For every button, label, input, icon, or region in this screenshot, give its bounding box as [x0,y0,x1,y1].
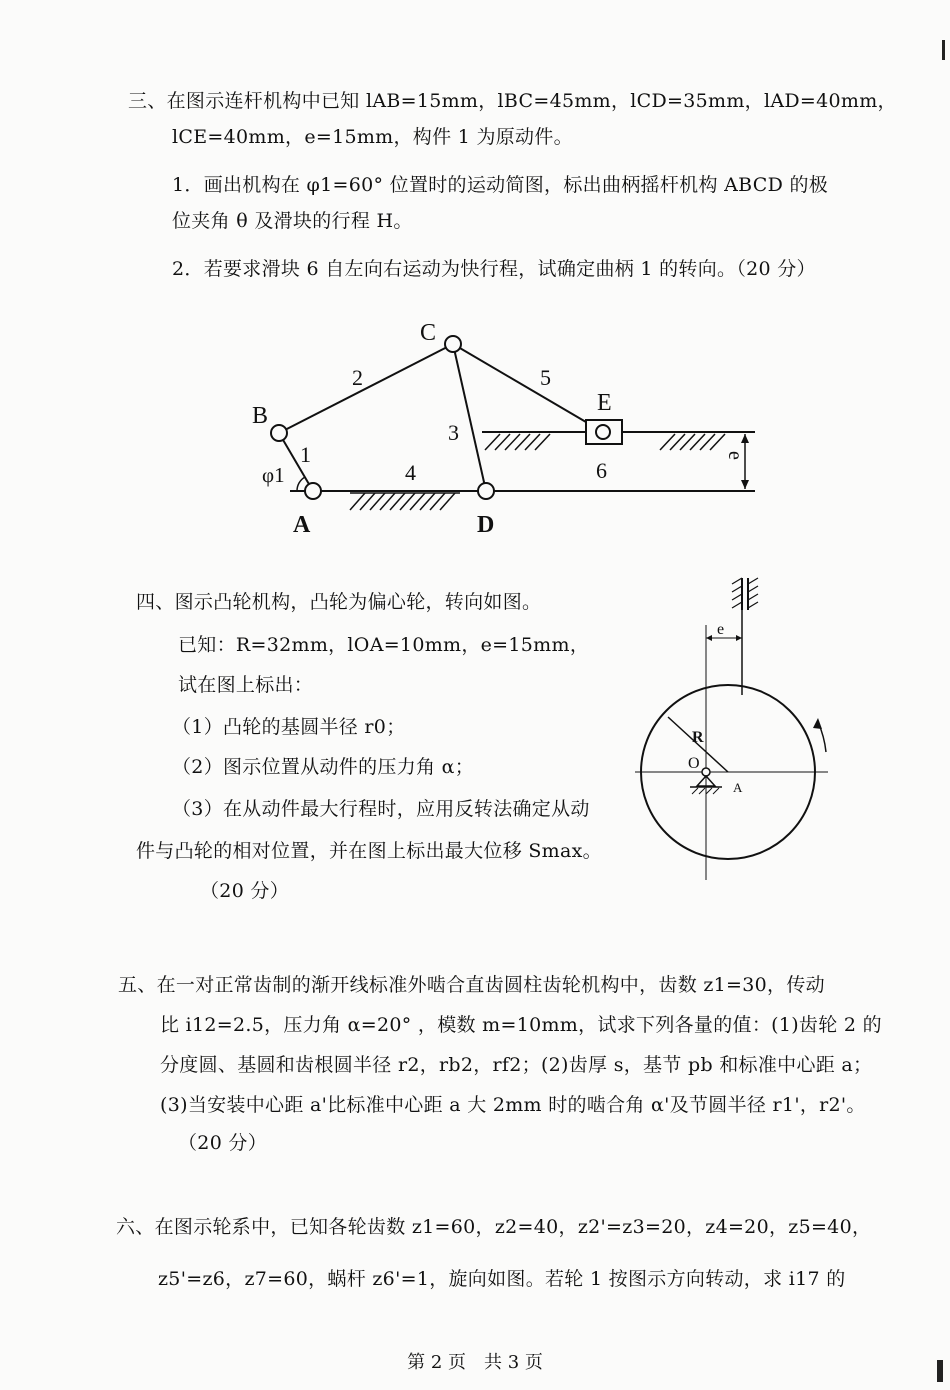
dimension-arrow-up [741,434,749,443]
angle-arc [297,477,305,491]
q3-line-2: lCE=40mm，e=15mm，构件 1 为原动件。 [172,126,573,148]
label-phi: φ1 [262,463,285,487]
label-link-5: 5 [540,365,551,390]
q5-score: （20 分） [178,1132,268,1154]
q4-item-3b: 件与凸轮的相对位置，并在图上标出最大位移 Smax。 [136,840,602,862]
link-5 [453,344,603,432]
q4-item-3a: （3）在从动件最大行程时，应用反转法确定从动 [172,798,590,820]
linkage-figure [240,310,770,550]
scan-mark-top [942,40,945,60]
joint-a [305,483,321,499]
label-link-6: 6 [596,458,607,483]
scan-mark-bottom [937,1360,943,1382]
label-link-4: 4 [405,460,416,485]
dimension-arrow-down [741,480,749,489]
q6-line-1: 六、在图示轮系中，已知各轮齿数 z1=60，z2=40，z2'=z3=20，z4=20，z5=40， [116,1216,872,1238]
cam-label-r: R [692,729,704,746]
joint-c [445,336,461,352]
cam-label-e: e [717,621,725,638]
page-footer: 第 2 页 共 3 页 [407,1352,543,1373]
guide-hatch-right [660,434,725,450]
q5-line-1: 五、在一对正常齿制的渐开线标准外啮合直齿圆柱齿轮机构中，齿数 z1=30，传动 [118,974,825,996]
q5-line-3: 分度圆、基圆和齿根圆半径 r2，rb2，rf2；(2)齿厚 s，基节 pb 和标准中心距 a； [160,1054,873,1076]
label-c: C [420,320,437,346]
label-b: B [252,403,269,429]
label-a: A [293,512,311,538]
q6-line-2: z5'=z6，z7=60，蜗杆 z6'=1，旋向如图。若轮 1 按图示方向转动，求 i17 的 [158,1268,846,1290]
q4-line-3: 试在图上标出： [178,674,314,696]
q3-item-1a: 1．画出机构在 φ1=60° 位置时的运动简图，标出曲柄摇杆机构 ABCD 的极 [172,174,829,196]
joint-b [271,425,287,441]
link-2 [279,344,453,433]
q4-line-2: 已知：R=32mm，lOA=10mm，e=15mm， [178,634,590,656]
guide-hatch-left [485,434,550,450]
cam-label-o: O [688,755,700,772]
q3-line-1: 三、在图示连杆机构中已知 lAB=15mm，lBC=45mm，lCD=35mm，lAD=40mm， [128,90,897,112]
label-link-1: 1 [300,442,311,467]
cam-label-a: A [733,780,743,795]
label-link-3: 3 [448,420,459,445]
follower-guide-hatch [732,578,758,608]
ground-hatch-ad [350,493,460,510]
joint-d [478,483,494,499]
q3-item-1b: 位夹角 θ 及滑块的行程 H。 [172,210,413,232]
q5-line-2: 比 i12=2.5，压力角 α=20° ，模数 m=10mm，试求下列各量的值：(1)齿轮 2 的 [160,1014,882,1036]
cam-figure [628,560,848,880]
label-d: D [477,512,495,538]
pivot-o [702,768,710,776]
label-offset-e: e [724,451,746,460]
joint-e [596,425,610,439]
link-3 [453,344,486,491]
q5-line-4: (3)当安装中心距 a'比标准中心距 a 大 2mm 时的啮合角 α'及节圆半径 r1'，r2'。 [160,1094,866,1116]
q4-item-1: （1）凸轮的基圆半径 r0； [172,716,406,738]
label-link-2: 2 [352,365,363,390]
label-e: E [597,390,612,416]
q4-score: （20 分） [200,880,290,902]
q4-line-1: 四、图示凸轮机构，凸轮为偏心轮，转向如图。 [136,591,542,613]
q3-item-2: 2．若要求滑块 6 自左向右运动为快行程，试确定曲柄 1 的转向。（20 分） [172,258,816,280]
q4-item-2: （2）图示位置从动件的压力角 α； [172,756,475,778]
rotation-arrow-head [813,718,822,729]
